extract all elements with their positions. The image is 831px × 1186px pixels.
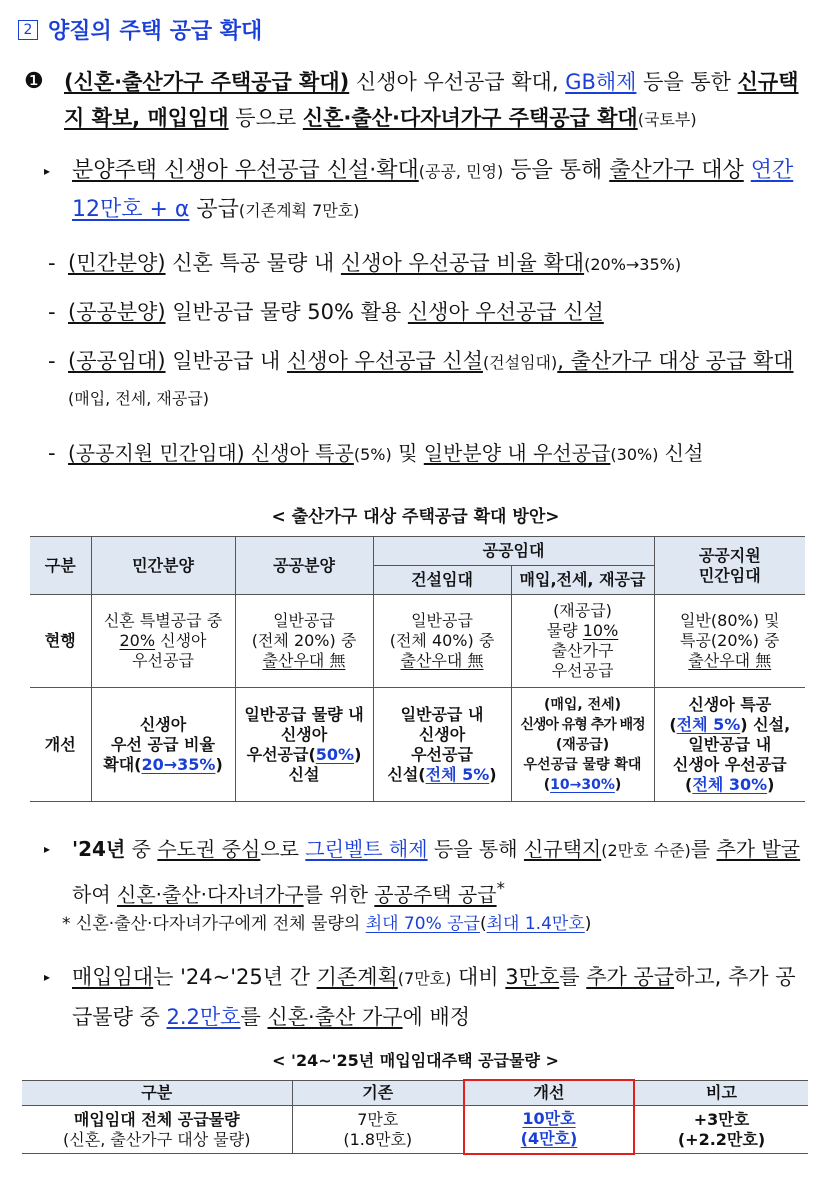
dash-mark: - [48,251,56,275]
dash4-e: 일반분양 내 우선공급 [423,441,611,465]
triangle-bullet-icon: ▸ [44,164,51,178]
main-part6: 등으로 [228,106,303,130]
cell-line: (신혼, 출산가구 대상 물량) [63,1129,251,1149]
cell-line: 신설 [288,764,320,784]
cell-line: 출산우대 無 [400,651,484,670]
t2-row-label [22,1106,292,1154]
item1-f: 공급 [189,197,239,222]
cell-line: ) [489,764,497,784]
main-part8: (국토부) [637,110,697,129]
cell-line: ( [669,714,677,734]
cell-line: 신생아 [139,714,187,734]
cell-line: ( [543,776,551,793]
item2-l: 신혼·출산·다자녀가구 [117,882,304,907]
cell-current-2 [235,595,373,688]
cell-line: 7만호 [357,1109,399,1129]
cell-line: 우선공급 [551,661,614,680]
th-category: 구분 [30,537,91,595]
dash4-d: 및 [391,441,424,465]
table-row-improved [30,688,805,802]
cell-line: (1.8만호) [343,1129,413,1149]
section-title-text: 양질의 주택 공급 확대 [48,19,263,44]
dash3-c: 신생아 우선공급 신설 [287,349,483,373]
cell-line: 일반(80%) 및 [679,611,780,630]
cell-line: 우선공급 [132,651,194,670]
item2-k: 하여 [72,882,117,907]
cell-improved-4 [511,688,654,802]
table1-title: < 출산가구 대상 주택공급 확대 방안> [271,507,560,527]
item3-b: 는 '24~'25년 간 [153,965,317,989]
cell-line: 20→35% [141,754,216,774]
cell-current-4 [511,595,654,688]
th-purchase-rent: 매입,전세, 재공급 [511,566,654,595]
cell-line: 특공(20%) 중 [679,631,780,650]
supply-expansion-table [30,536,805,802]
item2-a: '24년 [72,837,126,861]
footnote-b: 최대 70% 공급 [365,914,480,934]
dash3-e: , 출산가구 대상 공급 확대 [557,349,794,373]
item3-l: 신혼·출산 가구 [267,1005,403,1029]
cell-line: (4만호) [520,1129,578,1149]
cell-line: 신생아 [280,724,328,744]
item2-j: 추가 발굴 [716,837,801,861]
cell-line: 일반공급 [273,611,335,630]
cell-line: 우선 공급 비율 [111,734,215,754]
item1-b: (공공, 민영) [418,162,504,181]
item1-e: 연간 12만호 + α [72,158,794,222]
cell-line: 10→30% [550,776,615,793]
item3-h: 추가 공급 [586,965,675,989]
th-private-sale: 민간분양 [91,537,235,595]
triangle-bullet-icon: ▸ [44,842,51,856]
cell-line: 출산우대 無 [688,651,772,670]
dash4-a: (공공지원 민간임대) [68,441,245,465]
cell-line: 출산가구 [551,641,614,660]
item3-d: (7만호) [397,969,452,988]
cell-line: (재공급) [553,601,612,620]
cell-line: ) [767,774,775,794]
item1-g: (기존계획 7만호) [238,201,360,220]
cell-line: 신생아 [418,724,466,744]
cell-line: +3만호 [693,1109,750,1129]
dash1-b: 신혼 특공 물량 내 [165,251,341,275]
dash-item-2 [44,295,809,329]
cell-line: 물량 [546,621,583,640]
dash-item-3 [44,344,809,416]
dash3-d: (건설임대) [482,353,558,372]
section-number: 2 [18,20,38,40]
dash1-c: 신생아 우선공급 비율 확대 [340,251,585,275]
table-row-current [30,595,805,688]
th-supported-rent-l1: 공공지원 [698,545,761,565]
cell-line: 전체 5% [425,764,490,784]
cell-line: 신생아 [155,631,207,650]
cell-line: 신혼 특별공급 중 [103,611,223,630]
dash4-g: 신설 [658,441,704,465]
item2-e: 그린벨트 해제 [305,837,428,861]
main-part4: 등을 통한 [636,70,738,94]
cell-current-3 [373,595,511,688]
item2-i: 를 [690,837,717,861]
item3-g: 를 [559,965,587,989]
table-row [22,1106,808,1154]
cell-line: 확대( [103,754,142,774]
item-3 [44,958,809,1036]
t2-th-existing: 기존 [292,1080,464,1106]
main-part1: (신혼·출산가구 주택공급 확대) [64,70,350,94]
dash-mark: - [48,300,56,324]
cell-line: 신생아 특공 [688,694,772,714]
item-2 [44,830,809,914]
cell-line: ) [354,744,362,764]
footnote-d: 최대 1.4만호 [486,914,585,934]
item2-n: 공공주택 공급 [374,882,497,907]
t2-note [634,1106,808,1154]
cell-line: 일반공급 [411,611,473,630]
cell-improved-1 [91,688,235,802]
cell-line: 출산우대 無 [262,651,346,670]
item2-c: 수도권 중심 [157,837,261,861]
cell-improved-2 [235,688,373,802]
main-part2: 신생아 우선공급 확대, [349,70,566,94]
cell-line: 50% [315,744,355,764]
cell-improved-3 [373,688,511,802]
cell-line: 10만호 [522,1109,576,1129]
cell-improved-5 [654,688,805,802]
cell-line: ) [215,754,223,774]
cell-line: 20% [119,631,156,650]
footnote-c: ( [479,914,487,934]
footnote-a: * 신혼·출산·다자녀가구에게 전체 물량의 [62,914,366,934]
cell-current-1 [91,595,235,688]
dash-mark: - [48,441,56,465]
cell-line: 우선공급 [411,744,473,764]
dash3-b: 일반공급 내 [165,349,287,373]
cell-line: 우선공급( [246,744,316,764]
cell-line: 일반공급 내 [400,704,484,724]
item2-d: 으로 [260,837,306,861]
item2-o: * [496,879,505,898]
table2-title: < '24~'25년 매입임대주택 공급물량 > [272,1051,559,1070]
dash4-b: 신생아 특공 [244,441,354,465]
cell-line: (재공급) [555,736,610,753]
footnote [62,912,591,936]
item1-c: 등을 통해 [503,158,610,183]
section-title [18,14,262,45]
cell-line: 우선공급 물량 확대 [523,756,642,773]
row-label-improved: 개선 [30,688,91,802]
dash2-b: 일반공급 물량 50% 활용 [165,300,408,324]
item3-e: 대비 [451,965,506,989]
dash-item-4 [44,436,809,472]
item3-f: 3만호 [505,965,560,989]
cell-line: 전체 30% [692,774,768,794]
item2-m: 를 위한 [303,882,375,907]
main-part3: GB해제 [565,70,637,94]
cell-line: 신설( [387,764,426,784]
item3-j: 2.2만호 [166,1005,241,1029]
item2-b: 중 [125,837,158,861]
th-construct-rent: 건설임대 [373,566,511,595]
t2-improved [464,1106,634,1154]
t2-th-category: 구분 [22,1080,292,1106]
t2-th-improved: 개선 [464,1080,634,1106]
main-part5: 신규택지 확보, 매입임대 [64,70,799,130]
cell-line: (매입, 전세) [543,696,622,713]
footnote-e: ) [584,914,592,934]
cell-line: 전체 5% [676,714,741,734]
row-label-current: 현행 [30,595,91,688]
dash1-a: (민간분양) [68,251,166,275]
dash3-f: (매입, 전세, 재공급) [68,389,210,408]
dash2-a: (공공분양) [68,300,166,324]
dash4-f: (30%) [610,445,659,464]
dash-item-1 [44,246,809,282]
item-1 [44,152,809,230]
th-public-rent: 공공임대 [373,537,654,566]
item2-g: 신규택지 [523,837,602,861]
cell-line: 신생아 우선공급 [672,754,787,774]
main-point [24,64,811,138]
cell-line: 일반공급 내 [688,734,772,754]
purchase-rental-table [22,1079,808,1155]
cell-line: 일반공급 물량 내 [244,704,364,724]
main-part7: 신혼·출산·다자녀가구 주택공급 확대 [302,106,638,130]
item1-a: 분양주택 신생아 우선공급 신설·확대 [72,158,419,183]
triangle-bullet-icon: ▸ [44,970,51,984]
cell-current-5 [654,595,805,688]
item3-m: 에 배정 [402,1005,471,1029]
cell-line: ( [685,774,693,794]
cell-line: 매입임대 전체 공급물량 [73,1109,240,1129]
item1-d: 출산가구 대상 [609,158,744,183]
main-bullet: ❶ [24,69,44,94]
cell-line: 10% [582,621,619,640]
item2-h: (2만호 수준) [601,841,691,860]
th-supported-rent [654,537,805,595]
t2-existing [292,1106,464,1154]
th-supported-rent-l2: 민간임대 [698,565,761,585]
cell-line: (전체 40%) 중 [389,631,495,650]
dash4-c: (5%) [353,445,392,464]
th-public-sale: 공공분양 [235,537,373,595]
item3-c: 기존계획 [316,965,398,989]
dash3-a: (공공임대) [68,349,166,373]
t2-th-note: 비고 [634,1080,808,1106]
item3-k: 를 [240,1005,268,1029]
cell-line: (+2.2만호) [677,1129,766,1149]
item3-a: 매입임대 [72,965,154,989]
cell-line: ) [614,776,622,793]
cell-line: 신생아 유형 추가 배정 [520,716,645,733]
dash-mark: - [48,349,56,373]
cell-line: (전체 20%) 중 [251,631,357,650]
item2-f: 등을 통해 [427,837,524,861]
cell-line: ) 신설, [740,714,791,734]
item3-i: 하고, 추가 공급물량 중 [72,965,796,1029]
dash1-d: (20%→35%) [584,255,682,274]
dash2-c: 신생아 우선공급 신설 [407,300,604,324]
